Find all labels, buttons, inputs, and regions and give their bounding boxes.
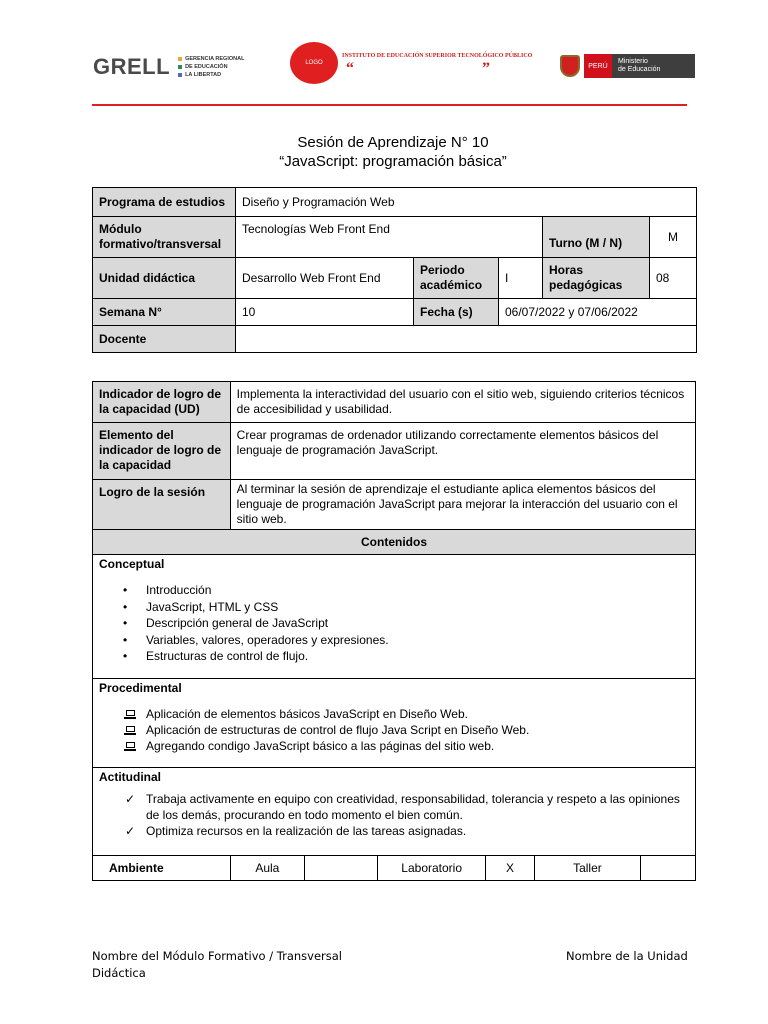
elemento-label: Elemento del indicador de logro de la capacidad	[93, 423, 231, 480]
list-item: • Estructuras de control de flujo.	[99, 648, 689, 665]
peru-badge: PERÚ	[584, 54, 612, 78]
logro-label: Logro de la sesión	[93, 480, 231, 530]
modulo-label: Módulo formativo/transversal	[93, 217, 236, 258]
check-icon: ✓	[125, 824, 136, 838]
procedimental-section	[93, 679, 696, 768]
institute-logo: LOGO	[290, 42, 338, 84]
turno-value: M	[650, 217, 697, 258]
programa-label: Programa de estudios	[93, 188, 236, 217]
header-divider	[92, 104, 687, 106]
national-shield-icon	[560, 55, 580, 77]
institute-name: INSTITUTO DE EDUCACIÓN SUPERIOR TECNOLÓGICO PÚBLICO	[342, 53, 533, 59]
list-item	[99, 706, 689, 722]
list-item	[99, 722, 689, 738]
list-item: • Descripción general de JavaScript	[99, 615, 689, 632]
conceptual-section	[93, 555, 696, 679]
check-icon: ✓	[125, 792, 136, 806]
taller-mark	[640, 856, 695, 881]
procedimental-label: Procedimental	[99, 681, 182, 695]
list-item	[99, 791, 689, 823]
footer-module-name: Nombre del Módulo Formativo / Transversal Didáctica	[92, 949, 342, 980]
modulo-value: Tecnologías Web Front End	[236, 217, 543, 258]
actitudinal-list	[99, 791, 689, 839]
list-item	[99, 823, 689, 839]
fecha-label: Fecha (s)	[414, 299, 499, 326]
ministry-line-2: de Educación	[618, 66, 661, 73]
periodo-value: I	[499, 258, 543, 299]
grell-line-1: GERENCIA REGIONAL	[185, 56, 245, 62]
list-item-text: Optimiza recursos en la realización de las tareas asignadas.	[146, 824, 467, 838]
indicador-label: Indicador de logro de la capacidad (UD)	[93, 382, 231, 423]
horas-value: 08	[650, 258, 697, 299]
list-item: • JavaScript, HTML y CSS	[99, 599, 689, 616]
elemento-value: Crear programas de ordenador utilizando correctamente elementos básicos del lenguaje de programación JavaScript.	[230, 423, 695, 480]
aula-mark	[305, 856, 378, 881]
grell-wordmark: GRELL	[93, 54, 171, 79]
list-item-text: Agregando condigo JavaScript básico a las páginas del sitio web.	[146, 739, 495, 753]
logro-value: Al terminar la sesión de aprendizaje el estudiante aplica elementos básicos del lenguaje de programación JavaScript para mejorar la interacción del usuario con el sitio web.	[230, 480, 695, 530]
periodo-label: Periodo académico	[414, 258, 499, 299]
grell-logo	[93, 54, 244, 80]
grell-line-3: LA LIBERTAD	[185, 72, 222, 78]
footer-unit-name: Nombre de la Unidad	[566, 949, 688, 963]
procedimental-list	[99, 706, 689, 754]
list-item-text: Trabaja activamente en equipo con creatividad, responsabilidad, tolerancia y respeto a las opiniones de los demás, procurando en todo momento el bien común.	[146, 792, 680, 822]
docente-value	[236, 326, 697, 353]
session-title	[0, 133, 768, 171]
docente-label: Docente	[93, 326, 236, 353]
ministry-line-1: Ministerio	[618, 58, 648, 65]
institute-quote-close: ”	[482, 60, 490, 77]
list-item-text: Aplicación de estructuras de control de flujo Java Script en Diseño Web.	[146, 723, 530, 737]
ministry-badge	[612, 54, 695, 78]
turno-label: Turno (M / N)	[543, 217, 650, 258]
horas-label: Horas pedagógicas	[543, 258, 650, 299]
document-header	[0, 0, 768, 112]
laptop-icon	[126, 710, 135, 716]
contenidos-header: Contenidos	[93, 530, 696, 555]
session-title-line2: “JavaScript: programación básica”	[279, 153, 507, 170]
list-item: • Introducción	[99, 582, 689, 599]
taller-label: Taller	[535, 856, 641, 881]
actitudinal-section	[93, 768, 696, 856]
session-detail-table	[92, 381, 696, 881]
indicador-value: Implementa la interactividad del usuario con el sitio web, siguiendo criterios técnicos de accesibilidad y usabilidad.	[230, 382, 695, 423]
general-info-table	[92, 187, 697, 353]
unidad-value: Desarrollo Web Front End	[236, 258, 414, 299]
unidad-label: Unidad didáctica	[93, 258, 236, 299]
laptop-icon	[126, 726, 135, 732]
session-title-line1: Sesión de Aprendizaje N° 10	[297, 134, 489, 151]
actitudinal-label: Actitudinal	[99, 770, 161, 784]
aula-label: Aula	[230, 856, 304, 881]
laptop-icon	[126, 742, 135, 748]
ambiente-label: Ambiente	[93, 856, 231, 881]
semana-value: 10	[236, 299, 414, 326]
conceptual-label: Conceptual	[99, 557, 165, 571]
grell-line-2: DE EDUCACIÓN	[185, 64, 228, 70]
list-item-text: Aplicación de elementos básicos JavaScript en Diseño Web.	[146, 707, 468, 721]
laboratorio-mark: X	[485, 856, 534, 881]
conceptual-list	[99, 582, 689, 665]
fecha-value: 06/07/2022 y 07/06/2022	[499, 299, 697, 326]
programa-value: Diseño y Programación Web	[236, 188, 697, 217]
list-item: • Variables, valores, operadores y expresiones.	[99, 632, 689, 649]
semana-label: Semana N°	[93, 299, 236, 326]
laboratorio-label: Laboratorio	[378, 856, 486, 881]
grell-subtitle	[178, 56, 244, 78]
list-item	[99, 738, 689, 754]
institute-quote-open: “	[346, 60, 354, 77]
